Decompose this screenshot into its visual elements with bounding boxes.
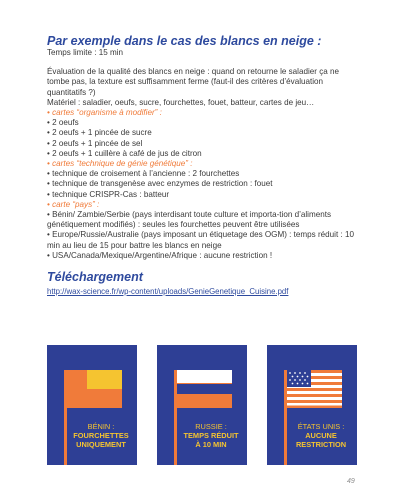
card-caption (179, 422, 243, 450)
card-caption (69, 422, 133, 450)
list-item: • 2 oeufs (47, 118, 79, 128)
list-item: • technique de croisement à l’ancienne : 2 fourchettes (47, 169, 240, 179)
card-line: RESTRICTION (295, 440, 347, 450)
list-item: • 2 oeufs + 1 pincée de sucre (47, 128, 152, 138)
list-item: • technique de transgenèse avec enzymes de restriction : fouet (47, 179, 273, 189)
list-item: • Bénin/ Zambie/Serbie (pays interdisant toute culture et importa-tion d’aliments génétiquement modifiés) : seules les fourchettes peuvent être utilisées (47, 210, 332, 230)
card-russia (157, 345, 247, 465)
list-item: • USA/Canada/Mexique/Argentine/Afrique : aucune restriction ! (47, 250, 273, 260)
list-item: • 2 oeufs + 1 cuillère à café de jus de citron (47, 148, 202, 158)
usa-flag-icon (287, 370, 342, 408)
page-number: 49 (347, 478, 355, 485)
evaluation-text: Évaluation de la qualité des blancs en neige : quand on retourne le saladier ça ne tombe pas, la texture est suffisamment ferme (faut-il des critères d’évaluation quantitatifs ?) (47, 67, 340, 97)
material-text: Matériel : saladier, oeufs, sucre, fourchettes, fouet, batteur, cartes de jeu… (47, 97, 315, 107)
card-line: TEMPS RÉDUIT (183, 431, 239, 441)
cards-organisme-title: • cartes “organisme à modifier” : (47, 108, 162, 118)
cards-technique-title: • cartes “technique de génie génétique” : (47, 159, 193, 169)
download-link[interactable]: http://wax-science.fr/wp-content/uploads/GenieGenetique_Cuisine.pdf (47, 287, 289, 297)
list-item: • technique CRISPR-Cas : batteur (47, 189, 170, 199)
card-usa (267, 345, 357, 465)
card-line: À 10 MIN (195, 440, 227, 450)
cards-pays-title: • carte “pays” : (47, 199, 100, 209)
list-item: • 2 oeufs + 1 pincée de sel (47, 138, 143, 148)
country-cards (47, 345, 358, 465)
russia-flag-icon (177, 370, 232, 408)
card-country: ÉTATS UNIS : (297, 422, 345, 431)
card-line: FOURCHETTES (73, 431, 129, 441)
usa-flag-stripes (287, 370, 342, 408)
benin-flag-icon (67, 370, 122, 408)
card-country: BÉNIN : (87, 422, 115, 431)
download-title: Téléchargement (47, 270, 143, 285)
card-line: UNIQUEMENT (76, 440, 126, 450)
page-content (47, 34, 357, 297)
list-item: • Europe/Russie/Australie (pays imposant un étiquetage des OGM) : temps réduit : 10 min au lieu de 15 pour battre les blancs en neige (47, 230, 354, 250)
card-line: AUCUNE (305, 431, 337, 441)
card-benin (47, 345, 137, 465)
card-country: RUSSIE : (195, 422, 227, 431)
time-limit: Temps limite : 15 min (47, 48, 124, 57)
section-title: Par exemple dans le cas des blancs en neige : (47, 34, 322, 48)
card-caption (289, 422, 353, 450)
